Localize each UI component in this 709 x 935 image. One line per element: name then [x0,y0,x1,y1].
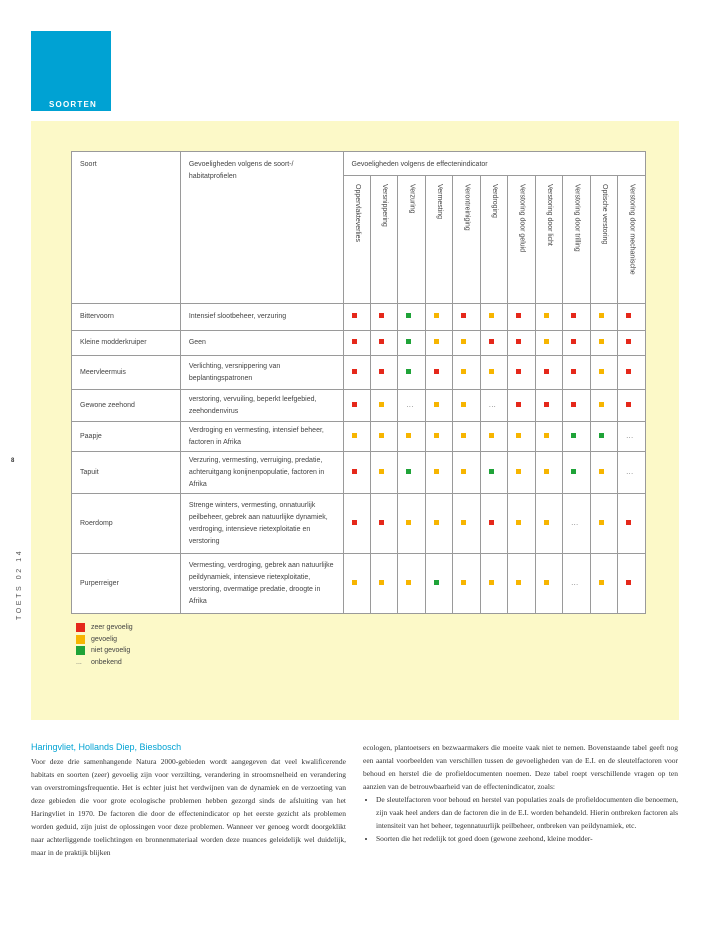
side-label: TOETS 02 14 [16,548,23,620]
legend-item [76,634,133,646]
sensitive-mark [599,369,604,374]
profile-cell: Geen [180,331,343,356]
sensitivity-cell [453,304,480,331]
sensitivity-cell [480,304,507,331]
legend-swatch [76,635,85,644]
sensitivity-cell [563,356,590,390]
sensitive-mark [599,580,604,585]
sensitive-mark [406,520,411,525]
sensitivity-cell [371,494,398,554]
sensitivity-cell [508,390,535,422]
indicator-label: Oppervlakteverlies [353,184,361,242]
very-sensitive-mark [626,339,631,344]
species-cell: Meervleermuis [72,356,181,390]
legend-label: onbekend [91,658,122,666]
very-sensitive-mark [489,520,494,525]
sensitive-mark [434,433,439,438]
sensitive-mark [516,433,521,438]
sensitivity-cell [618,331,646,356]
sensitive-mark [461,369,466,374]
sensitive-mark [489,433,494,438]
indicator-label: Vermesting [436,184,444,220]
sensitivity-cell [343,494,370,554]
indicator-label: Versnippering [381,184,389,227]
sensitivity-cell [453,554,480,614]
sensitivity-cell [618,422,646,452]
sensitivity-cell [590,356,617,390]
sensitive-mark [461,402,466,407]
legend-label: zeer gevoelig [91,624,133,632]
sensitivity-cell [371,422,398,452]
sensitivity-cell [398,494,425,554]
profile-cell: Verzuring, vermesting, verruiging, predatie, achteruitgang konijnenpopulatie, factoren in Afrika [180,452,343,494]
very-sensitive-mark [626,313,631,318]
not-sensitive-mark [571,433,576,438]
not-sensitive-mark [406,339,411,344]
indicator-header [398,176,425,304]
sensitivity-cell [343,452,370,494]
profile-cell: Verlichting, versnippering van beplantingspatronen [180,356,343,390]
very-sensitive-mark [571,369,576,374]
table-row [72,390,646,422]
sensitivity-cell [618,554,646,614]
sensitivity-cell [508,356,535,390]
sensitivity-cell [563,554,590,614]
table-row [72,331,646,356]
sensitivity-cell [425,331,452,356]
very-sensitive-mark [571,402,576,407]
sensitivity-cell [618,494,646,554]
legend-symbol: ... [76,658,82,666]
sensitivity-cell [425,554,452,614]
sensitivity-cell [535,356,562,390]
species-cell: Roerdomp [72,494,181,554]
sensitive-mark [599,339,604,344]
sensitivity-cell [535,554,562,614]
sensitivity-cell [371,390,398,422]
sensitivity-cell [480,356,507,390]
sensitivity-cell [343,331,370,356]
indicator-header [618,176,646,304]
sensitivity-cell [563,304,590,331]
sensitivity-cell [590,452,617,494]
sensitivity-cell [398,390,425,422]
article-left-text: Voor deze drie samenhangende Natura 2000-gebieden wordt aangegeven dat veel kwalificerende habitats en soorten (zeer) gevoelig zijn voor verzilting, verandering in stroomsnelheid en verandering van overstromingsfrequentie. Het is echter juist het verdwijnen van de dynamiek en de verzoeting van deze gebieden die voor grote ecologische problemen hebben gezorgd sinds de afsluiting van het Haringvliet in 1970. De factoren die door de effectenindicator op het eerste gezicht als problemen worden geduid, zijn juist de oplossingen voor deze problemen. Wanneer ver genoeg wordt doorgeklikt naar achterliggende toelichtingen en bronnenmateriaal worden deze nuances geleidelijk wel duidelijk, maar in de praktijk blijken [31,757,346,857]
indicator-header [563,176,590,304]
indicator-label: Verontreiniging [463,184,471,231]
sensitive-mark [489,313,494,318]
indicator-header [453,176,480,304]
sensitivity-table [71,151,646,614]
unknown-mark: ... [571,519,579,527]
sensitivity-cell [590,390,617,422]
sensitive-mark [434,313,439,318]
sensitivity-cell [453,331,480,356]
sensitive-mark [544,433,549,438]
species-cell: Paapje [72,422,181,452]
header-profile: Gevoeligheden volgens de soort-/ habitatprofielen [180,152,343,304]
sensitivity-cell [425,304,452,331]
article-left-column [31,741,346,859]
legend-item [76,657,133,669]
sensitivity-cell [508,331,535,356]
species-cell: Kleine modderkruiper [72,331,181,356]
sensitive-mark [434,402,439,407]
sensitivity-cell [563,331,590,356]
sensitivity-cell [453,390,480,422]
sensitive-mark [544,313,549,318]
sensitivity-cell [398,356,425,390]
sensitivity-cell [343,304,370,331]
very-sensitive-mark [626,580,631,585]
sensitivity-cell [343,554,370,614]
very-sensitive-mark [352,339,357,344]
sensitivity-cell [618,452,646,494]
very-sensitive-mark [544,402,549,407]
sensitivity-cell [535,494,562,554]
very-sensitive-mark [571,313,576,318]
sensitivity-cell [508,494,535,554]
sensitive-mark [489,580,494,585]
sensitivity-cell [425,494,452,554]
sensitive-mark [461,433,466,438]
not-sensitive-mark [571,469,576,474]
sensitivity-cell [590,494,617,554]
sensitivity-cell [563,422,590,452]
sensitivity-cell [535,390,562,422]
indicator-label: Verstoring door licht [546,184,554,246]
legend-swatch [76,646,85,655]
very-sensitive-mark [516,402,521,407]
article-bullets [363,793,678,845]
species-cell: Tapuit [72,452,181,494]
sensitivity-cell [590,422,617,452]
sensitivity-cell [480,554,507,614]
profile-cell: Verdroging en vermesting, intensief beheer, factoren in Afrika [180,422,343,452]
very-sensitive-mark [379,339,384,344]
indicator-header [371,176,398,304]
sensitive-mark [599,520,604,525]
sensitivity-cell [371,452,398,494]
indicator-header [480,176,507,304]
sensitive-mark [599,313,604,318]
sensitive-mark [544,469,549,474]
sensitivity-cell [453,422,480,452]
bullet-item: • De sleutelfactoren voor behoud en herstel van populaties zoals de profieldocumenten die benoemen, zijn vaak heel anders dan de factoren die in de E.I. worden behandeld. Hierin ontbreken factoren als intensiteit van het beheer, tegennatuurlijk peilbeheer, ontbreken van peildynamiek, etc. [376,793,678,832]
unknown-mark: ... [626,432,634,440]
sensitivity-cell [371,554,398,614]
very-sensitive-mark [352,369,357,374]
sensitive-mark [379,469,384,474]
section-tab [31,31,111,111]
sensitivity-cell [618,304,646,331]
not-sensitive-mark [489,469,494,474]
very-sensitive-mark [626,369,631,374]
very-sensitive-mark [379,369,384,374]
very-sensitive-mark [352,520,357,525]
sensitivity-cell [590,331,617,356]
sensitivity-cell [371,331,398,356]
profile-cell: Vermesting, verdroging, gebrek aan natuurlijke peildynamiek, intensieve rietexploitatie, verstoring, overmatige predatie, droogte in Afrika [180,554,343,614]
legend-item [76,622,133,634]
sensitive-mark [516,580,521,585]
indicator-header [535,176,562,304]
sensitive-mark [352,433,357,438]
species-cell: Purperreiger [72,554,181,614]
not-sensitive-mark [434,580,439,585]
sensitivity-cell [508,452,535,494]
sensitive-mark [434,469,439,474]
sensitive-mark [516,520,521,525]
sensitive-mark [406,580,411,585]
sensitivity-cell [343,356,370,390]
legend-label: gevoelig [91,635,118,643]
very-sensitive-mark [516,339,521,344]
indicator-header [425,176,452,304]
table-row [72,494,646,554]
very-sensitive-mark [571,339,576,344]
sensitivity-cell [480,331,507,356]
very-sensitive-mark [626,520,631,525]
sensitivity-cell [508,422,535,452]
table-row [72,422,646,452]
sensitivity-cell [425,422,452,452]
species-cell: Bittervoorn [72,304,181,331]
not-sensitive-mark [406,469,411,474]
sensitivity-cell [480,494,507,554]
very-sensitive-mark [379,313,384,318]
indicator-label: Verstoring door geluid [518,184,526,253]
article-right-column [363,741,678,845]
indicator-label: Optische verstoring [600,184,608,245]
sensitivity-cell [453,356,480,390]
sensitive-mark [352,580,357,585]
sensitive-mark [379,580,384,585]
very-sensitive-mark [489,339,494,344]
sensitive-mark [434,339,439,344]
not-sensitive-mark [406,313,411,318]
header-indicator-group: Gevoeligheden volgens de effectenindicator [343,152,645,176]
sensitive-mark [516,469,521,474]
unknown-mark: ... [626,468,634,476]
unknown-mark: ... [571,579,579,587]
very-sensitive-mark [379,520,384,525]
sensitivity-cell [453,452,480,494]
sensitivity-cell [398,422,425,452]
legend-swatch [76,623,85,632]
indicator-label: Verstoring door mechanische [628,184,636,275]
sensitivity-cell [398,331,425,356]
very-sensitive-mark [516,369,521,374]
sensitivity-cell [343,422,370,452]
sensitive-mark [379,433,384,438]
unknown-mark: ... [406,401,414,409]
sensitivity-cell [480,422,507,452]
indicator-header [343,176,370,304]
unknown-mark: ... [488,401,497,409]
page-number: 8 [11,458,15,464]
sensitivity-cell [535,422,562,452]
sensitive-mark [599,402,604,407]
sensitive-mark [461,580,466,585]
sensitive-mark [544,580,549,585]
table-row [72,356,646,390]
sensitivity-cell [590,304,617,331]
legend-item [76,645,133,657]
very-sensitive-mark [352,469,357,474]
very-sensitive-mark [461,313,466,318]
indicator-header [508,176,535,304]
sensitive-mark [544,520,549,525]
sensitivity-cell [618,356,646,390]
sensitive-mark [379,402,384,407]
sensitivity-cell [398,452,425,494]
sensitive-mark [489,369,494,374]
sensitivity-cell [535,452,562,494]
sensitive-mark [406,433,411,438]
not-sensitive-mark [406,369,411,374]
very-sensitive-mark [352,313,357,318]
sensitive-mark [434,520,439,525]
sensitive-mark [461,339,466,344]
sensitivity-cell [425,356,452,390]
table-row [72,554,646,614]
sensitivity-cell [371,304,398,331]
very-sensitive-mark [516,313,521,318]
sensitive-mark [599,469,604,474]
profile-cell: verstoring, vervuiling, beperkt leefgebied, zeehondenvirus [180,390,343,422]
very-sensitive-mark [626,402,631,407]
sensitivity-cell [480,452,507,494]
article-heading: Haringvliet, Hollands Diep, Biesbosch [31,742,182,752]
sensitivity-cell [453,494,480,554]
article-right-text: ecologen, plantoetsers en bezwaarmakers die moeite vaak niet te nemen. Bovenstaande tabel geeft nog een aantal voorbeelden van verschillen tussen de gevoeligheden van de E.I. en de sleutelfactoren voor behoud en herstel die de profieldocumenten noemen. Deze tabel roept verschillende vragen op ten aanzien van de betrouwbaarheid van de effectenindicator, zoals: [363,743,678,791]
indicator-header [590,176,617,304]
not-sensitive-mark [599,433,604,438]
sensitivity-cell [343,390,370,422]
sensitivity-cell [618,390,646,422]
indicator-label: Verdroging [491,184,499,218]
sensitivity-cell [508,304,535,331]
bullet-item: • Soorten die het redelijk tot goed doen (gewone zeehond, kleine modder- [376,832,678,845]
table-row [72,304,646,331]
sensitive-mark [544,339,549,344]
sensitivity-cell [425,452,452,494]
sensitivity-cell [563,494,590,554]
very-sensitive-mark [434,369,439,374]
sensitivity-cell [398,554,425,614]
very-sensitive-mark [544,369,549,374]
profile-cell: Intensief slootbeheer, verzuring [180,304,343,331]
indicator-label: Verstoring door trilling [573,184,581,252]
sensitivity-cell [535,331,562,356]
sensitivity-cell [535,304,562,331]
species-cell: Gewone zeehond [72,390,181,422]
very-sensitive-mark [352,402,357,407]
sensitivity-cell [590,554,617,614]
header-species: Soort [72,152,181,304]
sensitivity-cell [398,304,425,331]
sensitivity-cell [508,554,535,614]
sensitivity-cell [563,452,590,494]
sensitive-mark [461,520,466,525]
sensitivity-cell [480,390,507,422]
section-label: SOORTEN [49,100,97,109]
legend [76,622,133,668]
indicator-label: Verzuring [408,184,416,214]
sensitive-mark [461,469,466,474]
legend-label: niet gevoelig [91,647,131,655]
sensitivity-cell [371,356,398,390]
profile-cell: Strenge winters, vermesting, onnatuurlijk peilbeheer, gebrek aan natuurlijke dynamiek, verdroging, intensieve rietexploitatie en verstoring [180,494,343,554]
table-row [72,452,646,494]
sensitivity-cell [563,390,590,422]
sensitivity-cell [425,390,452,422]
